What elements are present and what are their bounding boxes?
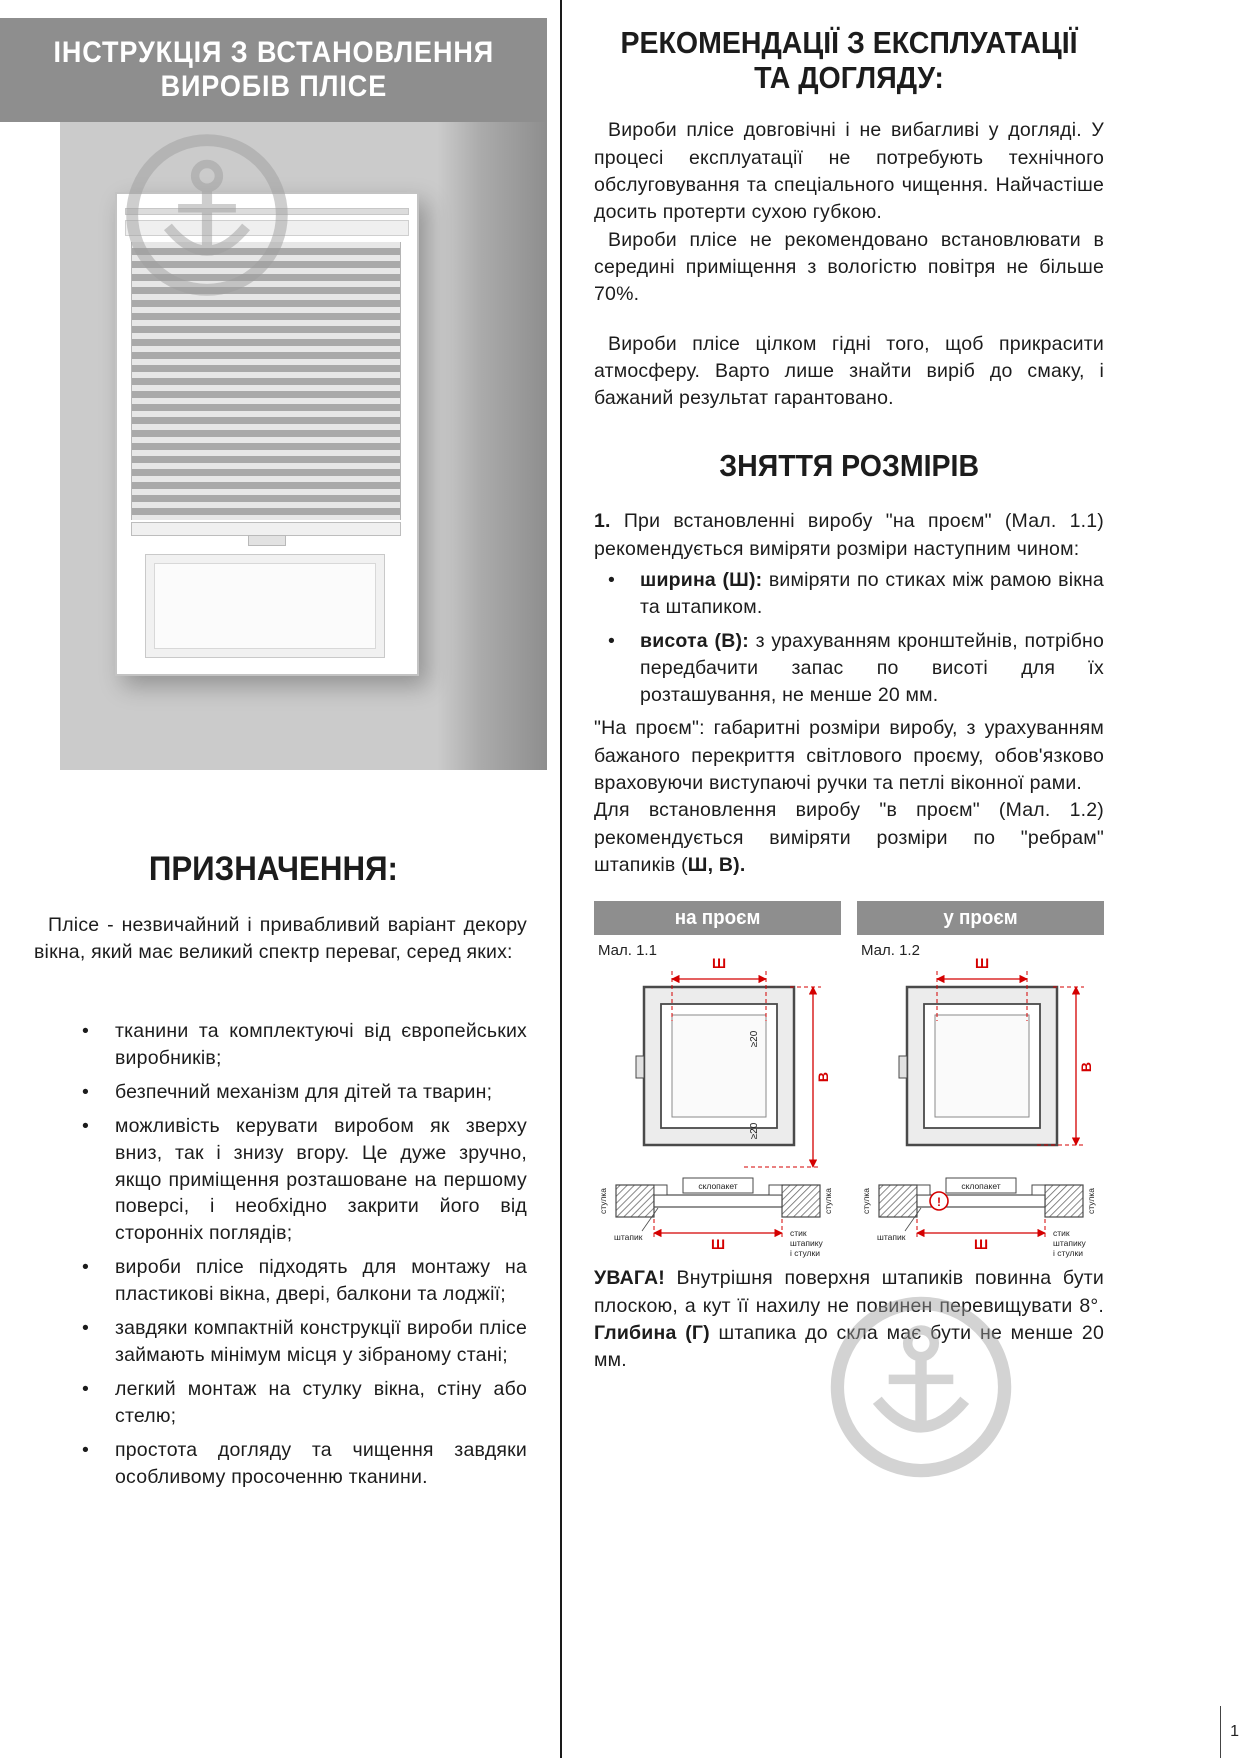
sash-label: стулка xyxy=(1086,1188,1096,1215)
left-header-line1: ІНСТРУКЦІЯ З ВСТАНОВЛЕННЯ xyxy=(53,36,494,70)
width-dimension-label: Ш xyxy=(974,955,990,972)
window-frame-illustration xyxy=(115,192,419,676)
diagram-body xyxy=(857,935,1104,1265)
min-20-label: ≥20 xyxy=(749,1122,760,1140)
diagram-panel-na-proem xyxy=(594,901,841,1265)
attention-paragraph: УВАГА! Внутрішня поверхня штапиків повинна бути плоскою, а кут її нахилу не повинен перевищувати 8°. Глибина (Г) штапика до скла має бути не менше 20 мм. xyxy=(594,1267,1104,1372)
purpose-bullet-list xyxy=(70,1018,527,1498)
glass-unit-label: склопакет xyxy=(961,1181,1001,1192)
diagram-header-na-proem: на проєм xyxy=(594,901,841,935)
warning-mark: ! xyxy=(937,1195,941,1210)
sash-label: стулка xyxy=(823,1188,833,1215)
purpose-bullet: • можливість керувати виробом як зверху вниз, так і знизу вгору. Це дуже зручно, якщо приміщення розташоване на першому поверсі, і необхідно закрити його від сторонніх поглядів; xyxy=(70,1113,527,1248)
column-divider xyxy=(560,0,562,1758)
width-dimension-label: Ш xyxy=(710,1236,726,1253)
measure-bullet-list xyxy=(594,567,1104,709)
measure-bullet-height: • висота (В): з урахуванням кронштейнів, потрібно передбачити запас по висоті для їх розташування, не менше 20 мм. xyxy=(594,628,1104,710)
figure-label: Мал. 1.1 xyxy=(598,942,657,960)
sash-label: стулка xyxy=(861,1188,871,1215)
height-dimension-label: В xyxy=(815,1072,831,1083)
joint-caption: і стулки xyxy=(1053,1248,1083,1259)
right-column xyxy=(594,26,1104,1374)
width-dimension-label: Ш xyxy=(973,1236,989,1253)
purpose-bullet: • вироби плісе підходять для монтажу на пластикові вікна, двері, балкони та лоджії; xyxy=(70,1254,527,1308)
step-number: 1. xyxy=(594,510,611,533)
height-dimension-label: В xyxy=(1078,1062,1094,1073)
measure-bullet-width: • ширина (Ш): виміряти по стиках між рамою вікна та штапиком. xyxy=(594,567,1104,622)
joint-caption: стик xyxy=(1053,1228,1070,1239)
purpose-bullet: • простота догляду та чищення завдяки особливому просоченню тканини. xyxy=(70,1437,527,1491)
sash-label: стулка xyxy=(598,1188,608,1215)
window-recess-shadow xyxy=(437,122,547,770)
bead-label: штапик xyxy=(614,1232,643,1243)
blind-handle xyxy=(248,535,286,546)
blind-rod xyxy=(125,208,409,215)
diagrams-row xyxy=(594,901,1104,1265)
measure-step-1: 1. При встановленні виробу "на проєм" (Мал. 1.1) рекомендується виміряти розміри наступним чином: xyxy=(594,510,1104,560)
purpose-bullet: • тканини та комплектуючі від європейських виробників; xyxy=(70,1018,527,1072)
window-glass xyxy=(154,563,376,649)
care-paragraph-2: Вироби плісе не рекомендовано встановлювати в середині приміщення з вологістю повітря не більше 70%. xyxy=(594,228,1104,306)
joint-caption: і стулки xyxy=(790,1248,820,1259)
bead-label: штапик xyxy=(877,1232,906,1243)
care-paragraph-3: Вироби плісе цілком гідні того, щоб прикрасити атмосферу. Варто лише знайти виріб до смаку, і бажаний результат гарантовано. xyxy=(594,332,1104,410)
paragraph-na-proem: "На проєм": габаритні розміри виробу, з урахуванням бажаного перекриття світлового проєму, обов'язково враховуючи виступаючі ручки та петлі віконної рами. xyxy=(594,717,1104,795)
blind-cassette xyxy=(125,220,409,236)
purpose-intro: Плісе - незвичайний і привабливий варіант декору вікна, який має великий спектр переваг, серед яких: xyxy=(34,914,527,964)
window-diagram-1-2 xyxy=(857,935,1104,1265)
width-dimension-label: Ш xyxy=(711,955,727,972)
measure-title: ЗНЯТТЯ РОЗМІРІВ xyxy=(719,448,979,484)
care-title: РЕКОМЕНДАЦІЇ З ЕКСПЛУАТАЦІЇ ТА ДОГЛЯДУ: xyxy=(620,25,1078,95)
window-handle xyxy=(899,1056,907,1078)
page-number-divider xyxy=(1220,1706,1222,1758)
diagram-header-u-proem: у проєм xyxy=(857,901,1104,935)
purpose-title: ПРИЗНАЧЕННЯ: xyxy=(148,850,399,888)
joint-caption: стик xyxy=(790,1228,807,1239)
blind-bottom-rail xyxy=(131,522,401,536)
purpose-bullet: • безпечний механізм для дітей та тварин; xyxy=(70,1079,527,1106)
glass-unit-label: склопакет xyxy=(698,1181,738,1192)
diagram-body xyxy=(594,935,841,1265)
left-header-banner xyxy=(0,18,547,122)
left-header-line2: ВИРОБІВ ПЛІСЕ xyxy=(160,70,387,103)
paragraph-v-proem: Для встановлення виробу "в проєм" (Мал. 1.2) рекомендується виміряти розміри по "ребрам" штапиків (Ш, В). xyxy=(594,799,1104,876)
product-photo xyxy=(60,122,547,770)
attention-label: УВАГА! xyxy=(594,1267,665,1290)
purpose-bullet: • завдяки компактній конструкції вироби плісе займають мінімум місця у зібраному стані; xyxy=(70,1315,527,1369)
joint-caption: штапику xyxy=(790,1238,823,1249)
pleated-blind-illustration xyxy=(131,242,401,520)
page-number: 1 xyxy=(1220,1706,1239,1758)
figure-label: Мал. 1.2 xyxy=(861,942,920,960)
window-sash xyxy=(145,554,385,658)
window-handle xyxy=(636,1056,644,1078)
window-diagram-1-1 xyxy=(594,935,841,1265)
diagram-panel-u-proem xyxy=(857,901,1104,1265)
min-20-label: ≥20 xyxy=(749,1030,760,1048)
joint-caption: штапику xyxy=(1053,1238,1086,1249)
care-paragraph-1: Вироби плісе довговічні і не вибагливі у догляді. У процесі експлуатації не потребують технічного обслуговування та спеціального чищення. Найчастіше досить протерти сухою губкою. xyxy=(594,119,1104,224)
purpose-bullet: • легкий монтаж на стулку вікна, стіну або стелю; xyxy=(70,1376,527,1430)
